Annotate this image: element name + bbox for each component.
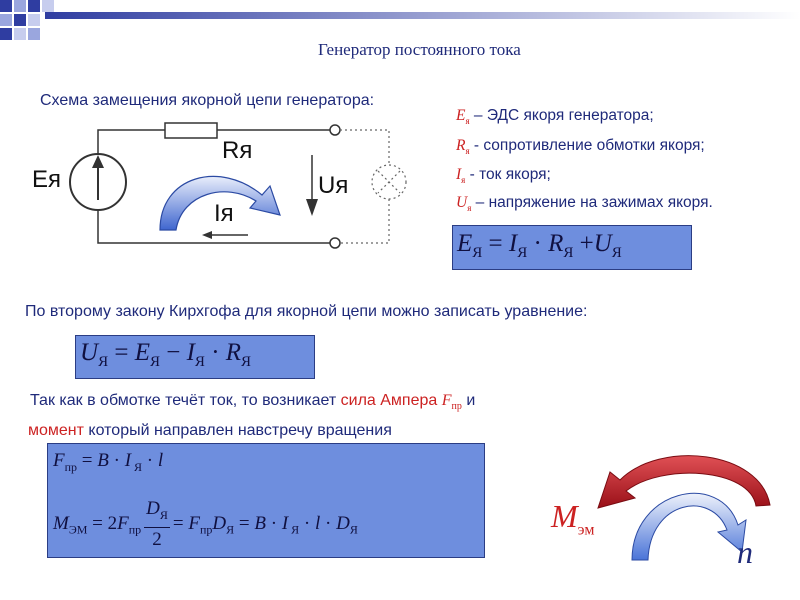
formula-voltage: $U_Я = E_Я - I_Я \cdot R_Я$ <box>80 339 252 370</box>
rotation-arrows <box>580 440 790 580</box>
label-i: Iя <box>214 200 234 227</box>
formula-moment: $M_{ЭМ} = 2F_{пр}$ $\frac{D_Я}{2}$ = $F_{пр}D_Я = B \cdot I$ $_Я \cdot l \cdot D_Я$ <box>53 498 358 550</box>
label-r: Rя <box>222 137 253 164</box>
formula-emf: $E_Я = I_Я \cdot R_Я +U_Я$ <box>457 230 622 261</box>
schema-title: Схема замещения якорной цепи генератора: <box>40 92 375 109</box>
slide-title: Генератор постоянного тока <box>318 40 521 59</box>
formula-force: $F_{пр} = B \cdot I$ $_Я$ · l <box>53 450 164 474</box>
legend-item: $I_я$ - ток якоря; <box>456 166 551 186</box>
moment-label: $M_{эм}$ <box>551 498 595 539</box>
speed-label: n <box>737 534 753 570</box>
rotation-arrow-icon <box>632 493 746 560</box>
ampere-text-line2: момент который направлен навстречу вращения <box>28 422 392 439</box>
label-u: Uя <box>318 172 349 199</box>
label-e: Eя <box>32 166 62 193</box>
legend-item: $E_я$ – ЭДС якоря генератора; <box>456 107 654 127</box>
ampere-text-line1: Так как в обмотке течёт ток, то возникает сила Ампера $F_{пр}$ и <box>30 392 476 413</box>
legend-item: $R_я$ - сопротивление обмотки якоря; <box>456 137 705 157</box>
legend-item: $U_я$ – напряжение на зажимах якоря. <box>456 194 713 214</box>
kirchhoff-text: По второму закону Кирхгофа для якорной цепи можно записать уравнение: <box>25 303 588 320</box>
